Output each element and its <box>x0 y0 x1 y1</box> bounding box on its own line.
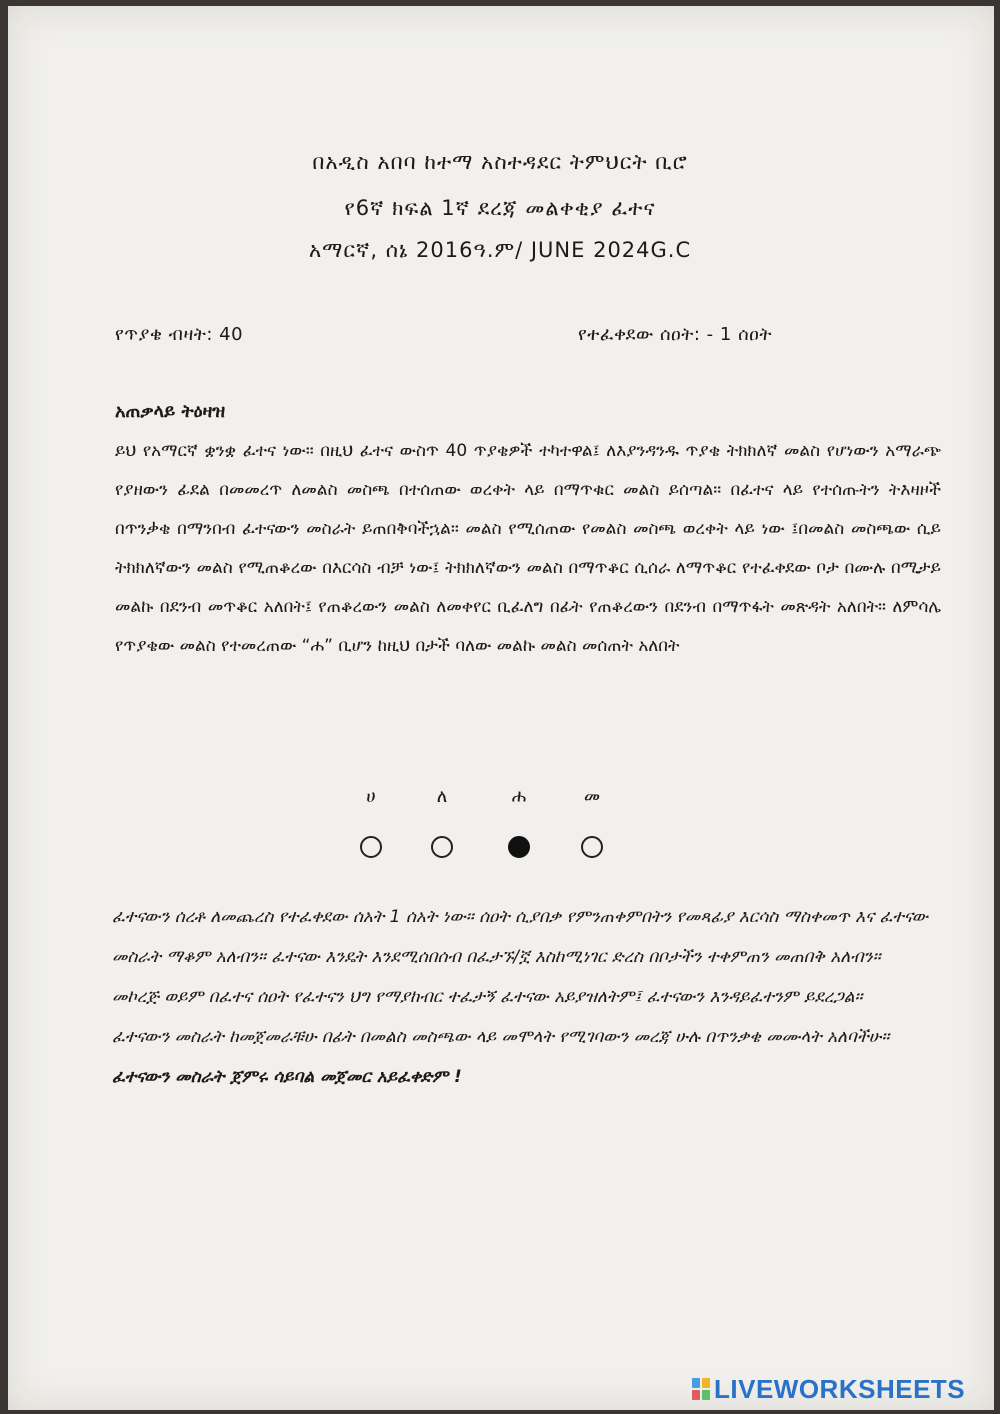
option-label-c: ሐ <box>511 786 527 807</box>
answer-bubble-c <box>508 836 530 858</box>
liveworksheets-logo-icon <box>692 1378 710 1400</box>
rule-time: ፈተናውን ሰረቶ ለመጨረስ የተፈቀደው ሰአት 1 ሰአት ነው። ሰዐት ሲያበቃ የምንጠቀምበትን የመጻፊያ እርሳስ ማስቀመጥ እና ፈተናው መስራት ማቆም አለብን። ፈተናው እንዴት እንደሚሰበሰብ በፈታኙ/ኟ እስከሚነገር ድረስ በቦታችን ተቀምጠን መጠበቅ አለብን። <box>112 907 929 967</box>
question-count: የጥያቄ ብዛት: 40 <box>115 324 244 345</box>
liveworksheets-logo <box>692 1374 965 1404</box>
bureau-title: በአዲስ አበባ ከተማ አስተዳደር ትምህርት ቢሮ <box>312 150 688 174</box>
option-label-a: ሀ <box>366 786 376 807</box>
option-label-b: ለ <box>436 786 448 807</box>
example-option-labels <box>0 786 1000 816</box>
rule-cheating: መኮረጅ ወይም በፈተና ሰዐት የፈተናን ህግ የማያከብር ተፈታኝ ፈተናው አይያዝለትም፤ ፈተናውን እንዳይፈተንም ይደረጋል። <box>112 987 863 1007</box>
liveworksheets-logo-text: LIVEWORKSHEETS <box>714 1373 966 1404</box>
general-instructions-body: ይህ የአማርኛ ቋንቋ ፈተና ነው። በዚህ ፈተና ውስጥ 40 ጥያቄዎች ተካተዋል፤ ለእያንዳንዱ ጥያቄ ትክክለኛ መልስ የሆነውን አማራጭ የያዘውን ፊደል በመመረጥ ለመልስ መስጫ በተሰጠው ወረቀት ላይ በማጥቁር መልስ ይሰጣል። በፈተና ላይ የተሰጡትን ትእዛዞች በጥንቃቄ በማንበብ ፈተናውን መስራት ይጠበቅባችኋል። መልስ የሚሰጠው የመልስ መስጫ ወረቀት ላይ ነው ፤በመልስ መስጫው ሲይ ትክክለኛውን መልስ የሚጠቆረው በእርሳስ ብቻ ነው፤ ትክክለኛውን መልስ በማጥቆር ሲሰራ ለማጥቆር የተፈቀደው ቦታ በሙሉ በሚታይ መልኩ በደንብ መጥቆር አለበት፤ የጠቆረውን መልስ ለመቀየር ቢፈለግ በፊት የጠቆረውን በደንብ በማጥፋት መጽዳት አለበት። ለምሳሌ የጥያቄው መልስ የተመረጠው “ሐ” ቢሆን ከዚህ በታች ባለው መልኩ መልስ መሰጠት አለበት <box>115 441 941 656</box>
exam-title: የ6ኛ ክፍል 1ኛ ደረጃ መልቀቂያ ፈተና <box>344 196 656 220</box>
answer-bubble-d <box>581 836 603 858</box>
answer-bubble-a <box>360 836 382 858</box>
rule-answer-sheet: ፈተናውን መስራት ከመጀመራቹሁ በፊት በመልስ መስጫው ላይ መሞላት የሚገባውን መረጃ ሁሉ በጥንቃቄ መሙላት አለባችሁ። <box>112 1027 890 1047</box>
answer-bubble-b <box>431 836 453 858</box>
example-answer-bubbles <box>0 836 1000 866</box>
exam-rules <box>112 897 950 1097</box>
option-label-d: መ <box>583 786 601 807</box>
general-instructions-title: አጠቃላይ ትዕዛዝ <box>115 401 226 422</box>
time-allowed: የተፈቀደው ሰዐት: - 1 ሰዐት <box>578 324 772 345</box>
rule-start: ፈተናውን መስራት ጀምሩ ሳይባል መጀመር አይፈቀድም ! <box>112 1067 462 1087</box>
subject-date: አማርኛ, ሰኔ 2016ዓ.ም/ JUNE 2024G.C <box>308 238 692 262</box>
